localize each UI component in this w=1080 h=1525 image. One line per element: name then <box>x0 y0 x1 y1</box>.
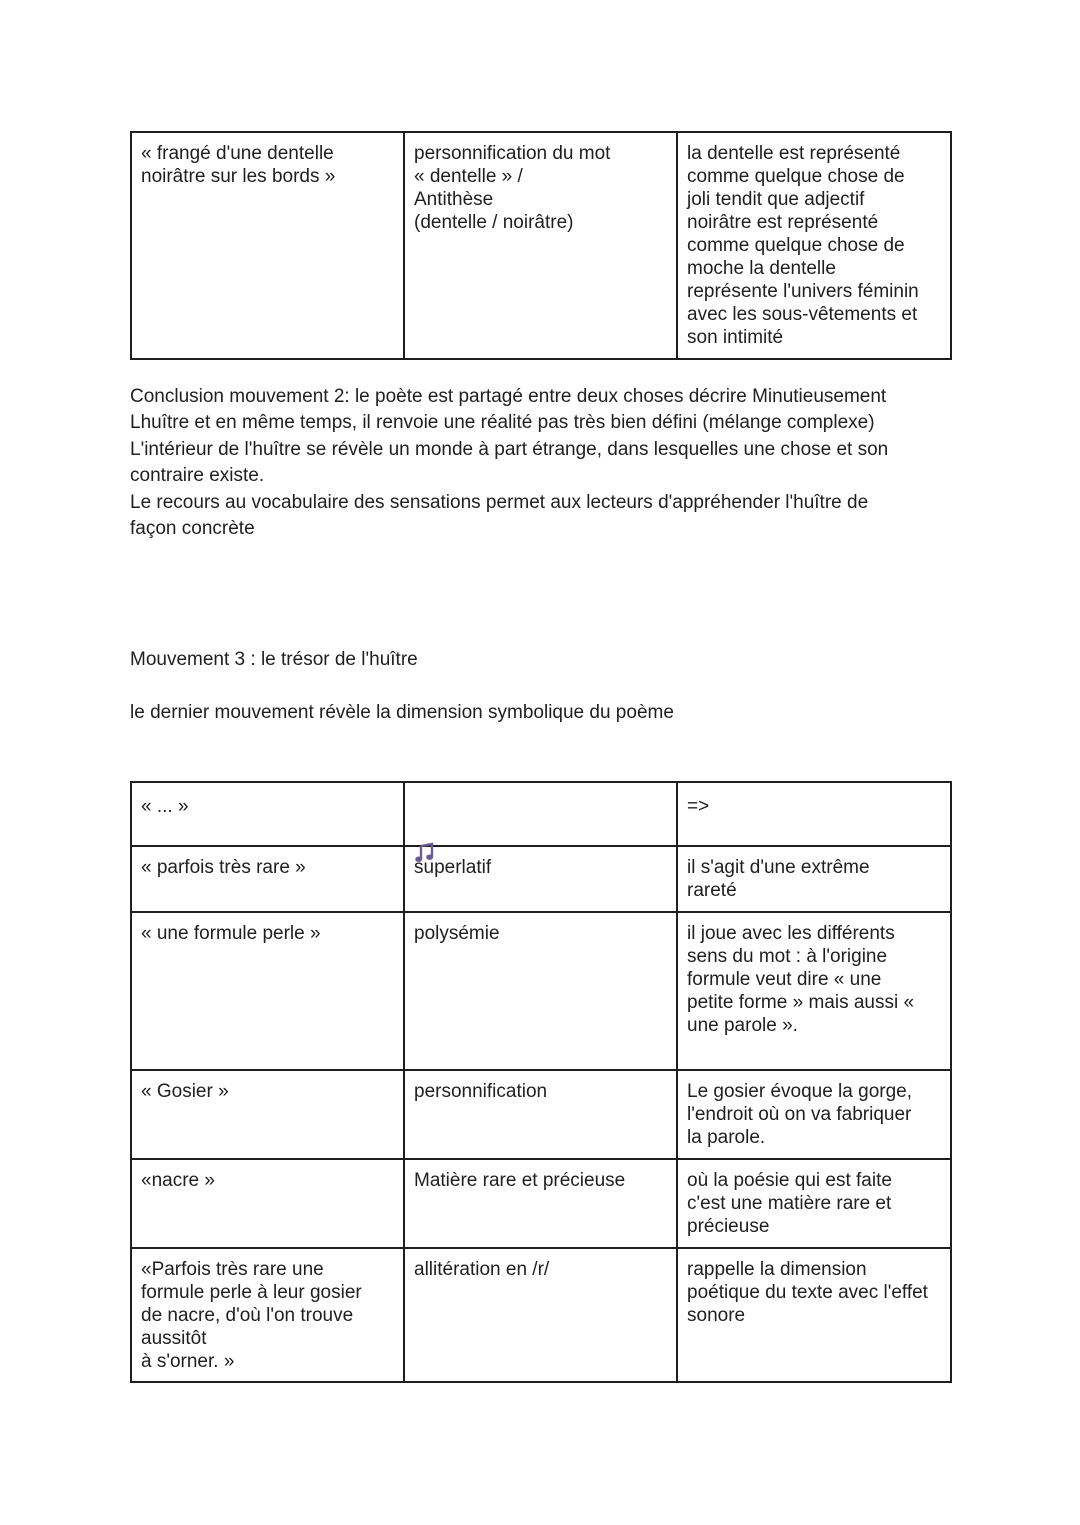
quote-cell: «Parfois très rare une formule perle à leur gosier de nacre, d'où l'on trouve aussitôt à s'orner. » <box>131 1248 404 1382</box>
mouvement3-title: Mouvement 3 : le trésor de l'huître <box>130 649 418 671</box>
analysis-table-2 <box>130 781 952 1383</box>
effect-cell: il s'agit d'une extrême rareté <box>677 846 951 912</box>
effect-cell: rappelle la dimension poétique du texte avec l'effet sonore <box>677 1248 951 1382</box>
figure-cell: personnification du mot « dentelle » / Antithèse (dentelle / noirâtre) <box>404 132 677 359</box>
figure-cell: polysémie <box>404 912 677 1070</box>
quote-cell: « frangé d'une dentelle noirâtre sur les bords » <box>131 132 404 359</box>
header-effect-cell: => <box>677 782 951 846</box>
table-row <box>131 132 951 359</box>
mouvement3-section <box>130 621 950 753</box>
analysis-table-1 <box>130 131 952 360</box>
figure-cell: Matière rare et précieuse <box>404 1159 677 1248</box>
conclusion-paragraph: Conclusion mouvement 2: le poète est partagé entre deux choses décrire Minutieusement Lhuître et en même temps, il renvoie une réalité pas très bien défini (mélange complexe) L'intérieur de l'huître se révèle un monde à part étrange, dans lesquelles une chose et son contraire existe. Le recours au vocabulaire des sensations permet aux lecteurs d'appréhender l'huître de façon concrète <box>130 386 889 540</box>
effect-cell: où la poésie qui est faite c'est une matière rare et précieuse <box>677 1159 951 1248</box>
table-row <box>131 1070 951 1159</box>
quote-cell: « parfois très rare » <box>131 846 404 912</box>
effect-cell: la dentelle est représenté comme quelque chose de joli tendit que adjectif noirâtre est représenté comme quelque chose de moche la dentelle représente l'univers féminin avec les sous-vêtements et son intimité <box>677 132 951 359</box>
figure-cell: superlatif <box>404 846 677 912</box>
music-note-icon <box>414 819 436 841</box>
figure-cell: allitération en /r/ <box>404 1248 677 1382</box>
effect-cell: il joue avec les différents sens du mot : à l'origine formule veut dire « une petite forme » mais aussi « une parole ». <box>677 912 951 1070</box>
quote-cell: « Gosier » <box>131 1070 404 1159</box>
table-row <box>131 1248 951 1382</box>
table-row <box>131 912 951 1070</box>
header-icon-cell <box>404 782 677 846</box>
table-header-row <box>131 782 951 846</box>
quote-cell: « une formule perle » <box>131 912 404 1070</box>
figure-cell: personnification <box>404 1070 677 1159</box>
mouvement3-subtitle: le dernier mouvement révèle la dimension symbolique du poème <box>130 702 674 724</box>
table-row <box>131 846 951 912</box>
quote-cell: «nacre » <box>131 1159 404 1248</box>
table-row <box>131 1159 951 1248</box>
header-quote-cell: « ... » <box>131 782 404 846</box>
effect-cell: Le gosier évoque la gorge, l'endroit où on va fabriquer la parole. <box>677 1070 951 1159</box>
